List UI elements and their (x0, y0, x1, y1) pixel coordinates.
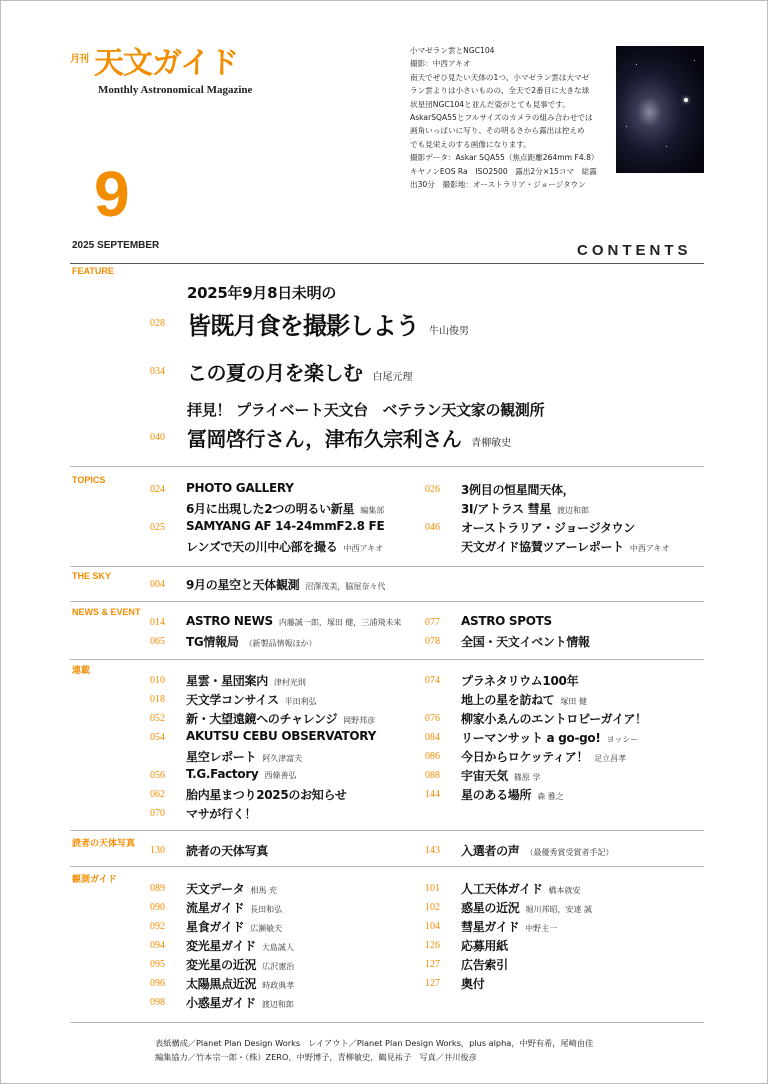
page-number: 092 (150, 921, 165, 932)
toc-entry[interactable] (461, 956, 508, 973)
page-number: 026 (425, 484, 440, 495)
toc-entry[interactable] (461, 481, 574, 498)
page-number: 024 (150, 484, 165, 495)
feature-author: 白尾元理 (372, 372, 413, 383)
feature-title[interactable] (187, 306, 469, 341)
caption-line: キヤノンEOS Ra ISO2500 露出2分×15コマ 総露 (410, 166, 597, 176)
toc-title: 天文データ (186, 882, 245, 896)
toc-title: リーマンサット a go-go! (461, 731, 601, 745)
toc-title: 彗星ガイド (461, 920, 520, 934)
toc-title: AKUTSU CEBU OBSERVATORY (186, 729, 376, 743)
toc-author: 沼澤茂美，脇屋奈々代 (305, 582, 386, 591)
caption-line: でも見栄えのする画像になります。 (410, 139, 531, 149)
toc-entry[interactable] (461, 614, 552, 628)
toc-entry[interactable] (186, 956, 294, 973)
page-number: 104 (425, 921, 440, 932)
toc-title: 3I/アトラス 彗星 (461, 502, 552, 516)
credits-line: 編集協力／竹本宗一郎・（株）ZERO，中野博子，青柳敏史，鶴見祐子 写真／井川俊彦 (155, 1052, 477, 1062)
toc-title: 星雲・星団案内 (186, 674, 268, 688)
toc-entry[interactable] (186, 918, 282, 935)
toc-entry[interactable] (186, 767, 296, 781)
star-icon (666, 146, 667, 147)
toc-title: 6月に出現した2つの明るい新星 (186, 502, 355, 516)
toc-entry[interactable] (186, 805, 256, 822)
feature-author: 牛山俊男 (429, 326, 469, 337)
page-number: 054 (150, 732, 165, 743)
feature-title-text: この夏の月を楽しむ (187, 361, 363, 385)
feature-lead: 拝見！ プライベート天文台 ベテラン天文家の観測所 (187, 401, 545, 419)
toc-title: 小惑星ガイド (186, 996, 256, 1010)
toc-author: 足立昌孝 (594, 754, 627, 763)
toc-title: 天文ガイド協賛ツアーレポート (461, 540, 624, 554)
toc-title: 太陽黒点近況 (186, 977, 257, 991)
feature-title[interactable] (187, 423, 511, 452)
caption-line: ラン雲よりは小さいものの、全天で2番目に大きな球 (410, 86, 590, 96)
toc-entry[interactable] (186, 691, 317, 708)
feature-title[interactable] (187, 357, 413, 386)
toc-author: 阿久津富夫 (262, 754, 303, 763)
toc-entry[interactable] (461, 538, 670, 555)
toc-author: 津村光則 (273, 678, 306, 687)
page-number: 056 (150, 770, 165, 781)
page-number: 078 (425, 636, 440, 647)
toc-title: 星のある場所 (461, 788, 532, 802)
toc-entry[interactable] (461, 519, 635, 536)
feature-author: 青柳敏史 (471, 438, 512, 449)
toc-title: 今日からロケッティア！ (461, 750, 589, 764)
feature-title-text: 皆既月食を撮影しよう (187, 312, 419, 340)
cover-photo (616, 46, 704, 173)
toc-author: 森 雅之 (537, 792, 564, 801)
toc-entry[interactable] (186, 880, 277, 897)
toc-entry[interactable] (186, 500, 384, 517)
page-number: 052 (150, 713, 165, 724)
toc-author: 中西アキオ (629, 544, 670, 553)
page-number: 126 (425, 940, 440, 951)
toc-entry[interactable] (186, 994, 294, 1011)
caption-line: 撮影：中西アキオ (410, 59, 471, 69)
caption-line: AskarSQA55とフルサイズのカメラの組み合わせでは (410, 113, 593, 123)
caption-line: 出30分 撮影地：オーストラリア・ジョージタウン (410, 180, 586, 190)
toc-title: 柳家小ゑんのエントロピーガイア！ (461, 712, 647, 726)
page-number: 062 (150, 789, 165, 800)
page-number: 018 (150, 694, 165, 705)
feature-lead: 2025年9月8日未明の (187, 284, 337, 302)
toc-author: 編集部 (360, 506, 385, 515)
caption-line: 状星団NGC104と並んだ姿がとても見事です。 (410, 99, 570, 109)
toc-author: 広沢憲治 (262, 962, 295, 971)
toc-entry[interactable] (461, 880, 581, 897)
page-number: 004 (150, 579, 165, 590)
toc-title: 入選者の声 (461, 844, 520, 858)
divider (70, 659, 704, 660)
toc-author: 相馬 充 (250, 886, 278, 895)
section-label-reader-photos: 読者の天体写真 (72, 838, 136, 848)
toc-author: 塚田 健 (560, 697, 587, 706)
toc-title: ASTRO NEWS (186, 614, 273, 628)
caption-line: 小マゼラン雲とNGC104 (410, 46, 495, 55)
star-icon (636, 64, 637, 65)
divider (70, 601, 704, 602)
toc-entry[interactable] (186, 481, 294, 495)
toc-entry[interactable] (461, 975, 484, 992)
toc-entry[interactable] (461, 937, 508, 954)
toc-entry[interactable] (461, 767, 540, 784)
toc-title: 奥付 (461, 977, 485, 991)
toc-title: マサが行く！ (186, 807, 257, 821)
toc-entry[interactable] (186, 975, 294, 992)
page-number: 014 (150, 617, 165, 628)
credits (155, 1036, 593, 1064)
toc-author: 中野主一 (525, 924, 558, 933)
page-number: 084 (425, 732, 440, 743)
toc-entry[interactable] (186, 710, 375, 727)
caption-line: 撮影データ：Askar SQA55（焦点距離264mm F4.8） (410, 153, 599, 163)
toc-author: 堀川邦昭，安達 誠 (525, 905, 593, 914)
toc-title: レンズで天の川中心部を撮る (186, 540, 338, 554)
page-number: 130 (150, 845, 165, 856)
toc-entry[interactable] (461, 786, 564, 803)
toc-entry[interactable] (186, 748, 302, 765)
page-number: 076 (425, 713, 440, 724)
toc-author: 中西アキオ (343, 544, 384, 553)
page-number: 095 (150, 959, 165, 970)
toc-author: （新製品情報ほか） (244, 639, 317, 648)
star-icon (684, 98, 688, 102)
toc-title: 流星ガイド (186, 901, 245, 915)
toc-author: 渡辺和郎 (557, 506, 590, 515)
toc-entry[interactable] (461, 729, 638, 746)
feature-title-text: 冨岡啓行さん，津布久宗利さん (187, 427, 462, 451)
toc-title: 地上の星を訪ねて (461, 693, 555, 707)
section-label-feature: FEATURE (72, 266, 114, 276)
section-label-series: 連載 (72, 665, 91, 675)
toc-entry[interactable] (186, 519, 384, 533)
section-label-the-sky: THE SKY (72, 571, 112, 581)
page-number: 028 (150, 318, 165, 329)
toc-title: 変光星の近況 (186, 958, 257, 972)
toc-title: 新・大望遠鏡へのチャレンジ (186, 712, 338, 726)
toc-title: TG情報局 (186, 635, 239, 649)
toc-author: 西條善弘 (264, 771, 297, 780)
toc-entry[interactable] (461, 691, 587, 708)
toc-title: 変光星ガイド (186, 939, 256, 953)
page-number: 127 (425, 959, 440, 970)
page-number: 102 (425, 902, 440, 913)
page-number: 070 (150, 808, 165, 819)
divider (70, 830, 704, 831)
toc-entry[interactable] (186, 842, 268, 859)
toc-entry[interactable] (461, 899, 592, 916)
toc-author: （最優秀賞受賞者手記） (525, 848, 614, 857)
toc-author: 時政典孝 (262, 981, 295, 990)
toc-entry[interactable] (461, 918, 557, 935)
divider (70, 263, 704, 264)
toc-title: プラネタリウム100年 (461, 674, 579, 688)
star-icon (626, 126, 627, 127)
toc-title: T.G.Factory (186, 767, 259, 781)
toc-author: 内藤誠一郎，塚田 健，三浦飛未来 (278, 618, 402, 627)
section-label-topics: TOPICS (72, 475, 106, 485)
toc-author: 広瀬敏夫 (250, 924, 283, 933)
toc-entry[interactable] (186, 633, 317, 650)
cover-caption (410, 44, 608, 191)
page-number: 034 (150, 366, 165, 377)
toc-entry[interactable] (186, 729, 376, 743)
page-number: 077 (425, 617, 440, 628)
section-label-news-event: NEWS & EVENT (72, 607, 141, 617)
toc-title: 人工天体ガイド (461, 882, 543, 896)
toc-author: 大島誠人 (261, 943, 294, 952)
page-number: 096 (150, 978, 165, 989)
toc-title: 応募用紙 (461, 939, 508, 953)
toc-title: 星空レポート (186, 750, 257, 764)
caption-line: 画角いっぱいに写り、その明るさから露出は控えめ (410, 126, 585, 136)
toc-author: 長田和弘 (250, 905, 283, 914)
toc-entry[interactable] (186, 786, 347, 803)
toc-author: 橋本就安 (548, 886, 581, 895)
page-number: 074 (425, 675, 440, 686)
page-number: 127 (425, 978, 440, 989)
toc-author: 半田利弘 (284, 697, 317, 706)
issue-number: 9 (94, 158, 130, 230)
star-icon (694, 60, 695, 61)
toc-title: 読者の天体写真 (186, 844, 268, 858)
magazine-subtitle: Monthly Astronomical Magazine (98, 84, 253, 96)
toc-entry[interactable] (461, 633, 590, 650)
toc-title: 天文学コンサイス (186, 693, 279, 707)
toc-author: ヨッシー (606, 735, 639, 744)
toc-entry[interactable] (186, 672, 306, 689)
toc-title: 全国・天文イベント情報 (461, 635, 590, 649)
page-number: 144 (425, 789, 440, 800)
page-number: 143 (425, 845, 440, 856)
contents-title: CONTENTS (577, 242, 692, 259)
page-number: 046 (425, 522, 440, 533)
toc-title: 胎内星まつり2025のお知らせ (186, 788, 347, 802)
toc-entry[interactable] (461, 500, 589, 517)
divider (70, 466, 704, 467)
toc-entry[interactable] (461, 748, 626, 765)
toc-title: PHOTO GALLERY (186, 481, 294, 495)
toc-author: 篠原 学 (513, 773, 541, 782)
page-number: 088 (425, 770, 440, 781)
page-number: 010 (150, 675, 165, 686)
logo-main-text: 天文ガイド (94, 46, 239, 81)
page-number: 094 (150, 940, 165, 951)
page-number: 025 (150, 522, 165, 533)
page-number: 040 (150, 432, 165, 443)
toc-title: 宇宙天気 (461, 769, 508, 783)
section-label-observing-guide: 観測ガイド (72, 874, 117, 884)
toc-title: 9月の星空と天体観測 (186, 578, 300, 592)
page-number: 090 (150, 902, 165, 913)
page-number: 086 (425, 751, 440, 762)
page-number: 098 (150, 997, 165, 1008)
toc-title: オーストラリア・ジョージタウン (461, 521, 635, 535)
toc-entry[interactable] (186, 576, 385, 593)
toc-author: 岡野邦彦 (343, 716, 376, 725)
toc-title: 3例目の恒星間天体， (461, 483, 575, 497)
toc-title: 広告索引 (461, 958, 508, 972)
page-number: 065 (150, 636, 165, 647)
toc-entry[interactable] (461, 710, 647, 727)
issue-date: 2025 SEPTEMBER (72, 240, 160, 251)
divider (70, 866, 704, 867)
toc-title: ASTRO SPOTS (461, 614, 552, 628)
toc-entry[interactable] (186, 614, 401, 628)
toc-author: 渡辺和郎 (261, 1000, 294, 1009)
divider (70, 566, 704, 567)
toc-title: 星食ガイド (186, 920, 245, 934)
credits-line: 表紙構成／Planet Plan Design Works レイアウト／Planet Plan Design Works，plus alpha，中野有希，尾崎由佳 (155, 1038, 594, 1048)
toc-entry[interactable] (186, 937, 294, 954)
toc-entry[interactable] (186, 899, 282, 916)
logo-small-text: 月刊 (70, 54, 88, 65)
divider (70, 1022, 704, 1023)
page-number: 101 (425, 883, 440, 894)
toc-title: 惑星の近況 (461, 901, 520, 915)
page-number: 089 (150, 883, 165, 894)
toc-entry[interactable] (461, 842, 614, 859)
toc-entry[interactable] (461, 672, 578, 689)
caption-line: 南天でぜひ見たい天体の1つ、小マゼラン雲は大マゼ (410, 72, 590, 82)
toc-entry[interactable] (186, 538, 383, 555)
toc-title: SAMYANG AF 14-24mmF2.8 FE (186, 519, 385, 533)
